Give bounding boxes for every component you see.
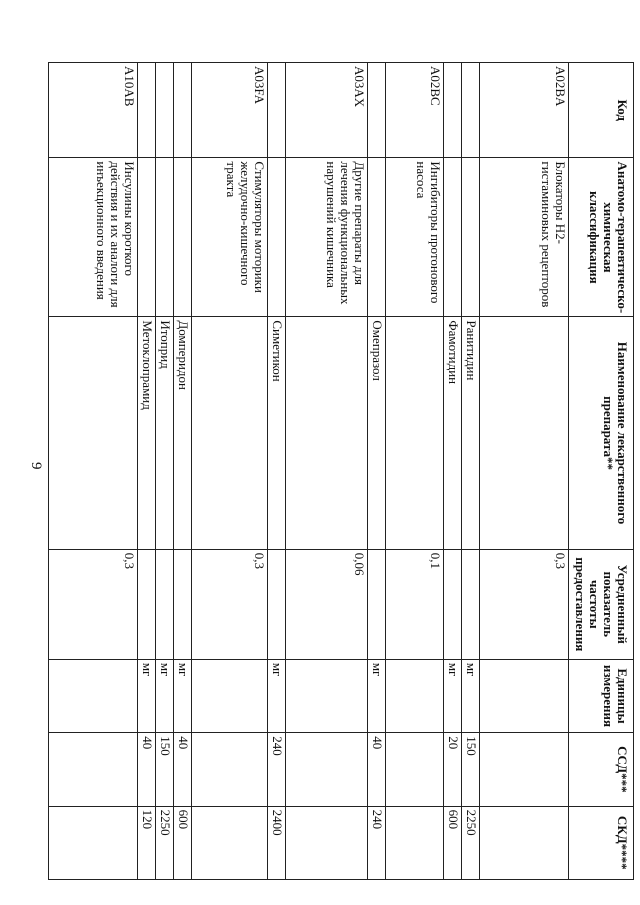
cell-ssd: 150 [156, 733, 174, 806]
cell-unit [192, 659, 268, 732]
cell-drug [386, 317, 444, 549]
cell-code [156, 63, 174, 158]
cell-freq: 0,3 [49, 549, 138, 659]
header-unit: Единицы измерения [569, 659, 634, 732]
header-ssd: ССД*** [569, 733, 634, 806]
cell-unit: мг [462, 659, 480, 732]
page-number: 9 [28, 462, 44, 470]
cell-drug: Ранитидин [462, 317, 480, 549]
cell-code [368, 63, 386, 158]
cell-ssd [480, 733, 569, 806]
cell-unit [386, 659, 444, 732]
cell-atc [156, 158, 174, 317]
cell-freq [174, 549, 192, 659]
cell-code: A03AX [286, 63, 368, 158]
cell-drug: Симетикон [268, 317, 286, 549]
table-row [444, 63, 462, 880]
cell-atc: Ингибиторы протонового насоса [386, 158, 444, 317]
cell-unit: мг [138, 659, 156, 732]
cell-skd [49, 806, 138, 879]
cell-freq [368, 549, 386, 659]
table-row [480, 63, 569, 880]
cell-unit [49, 659, 138, 732]
cell-skd: 600 [444, 806, 462, 879]
cell-unit: мг [368, 659, 386, 732]
cell-atc: Инсулины короткого действия и их аналоги для инъекционного введения [49, 158, 138, 317]
cell-drug [192, 317, 268, 549]
cell-ssd [286, 733, 368, 806]
cell-ssd [49, 733, 138, 806]
cell-unit [286, 659, 368, 732]
table-header-row [569, 63, 634, 880]
cell-unit: мг [174, 659, 192, 732]
cell-freq: 0,1 [386, 549, 444, 659]
table-row [156, 63, 174, 880]
table-row [462, 63, 480, 880]
cell-code: A03FA [192, 63, 268, 158]
cell-code [462, 63, 480, 158]
cell-unit: мг [444, 659, 462, 732]
cell-atc [462, 158, 480, 317]
cell-unit: мг [156, 659, 174, 732]
cell-skd [480, 806, 569, 879]
cell-ssd: 240 [268, 733, 286, 806]
table-row [368, 63, 386, 880]
cell-freq [156, 549, 174, 659]
cell-atc: Блокаторы H2-гистаминовых рецепторов [480, 158, 569, 317]
cell-ssd: 40 [174, 733, 192, 806]
cell-skd: 600 [174, 806, 192, 879]
cell-ssd: 40 [368, 733, 386, 806]
header-drug: Наименование лекарственного препарата** [569, 317, 634, 549]
cell-ssd: 150 [462, 733, 480, 806]
cell-code [174, 63, 192, 158]
cell-atc [138, 158, 156, 317]
cell-drug: Домперидон [174, 317, 192, 549]
cell-drug: Омепразол [368, 317, 386, 549]
table-row [286, 63, 368, 880]
cell-drug: Метоклопрамид [138, 317, 156, 549]
table-row [268, 63, 286, 880]
cell-freq [462, 549, 480, 659]
cell-atc: Другие препараты для лечения функциональных нарушений кишечника [286, 158, 368, 317]
table-row [386, 63, 444, 880]
table-row [138, 63, 156, 880]
cell-atc [368, 158, 386, 317]
cell-code [138, 63, 156, 158]
cell-drug: Итоприд [156, 317, 174, 549]
header-skd: СКД**** [569, 806, 634, 879]
cell-unit [480, 659, 569, 732]
cell-unit: мг [268, 659, 286, 732]
cell-freq: 0,3 [480, 549, 569, 659]
cell-drug [480, 317, 569, 549]
table-row [192, 63, 268, 880]
cell-atc [444, 158, 462, 317]
cell-skd: 2400 [268, 806, 286, 879]
cell-ssd [192, 733, 268, 806]
cell-skd: 2250 [156, 806, 174, 879]
cell-code: A10AB [49, 63, 138, 158]
header-freq: Усредненный показатель частоты предоставления [569, 549, 634, 659]
cell-skd [386, 806, 444, 879]
cell-drug: Фамотидин [444, 317, 462, 549]
cell-code [444, 63, 462, 158]
cell-freq: 0,06 [286, 549, 368, 659]
cell-atc [268, 158, 286, 317]
cell-ssd: 40 [138, 733, 156, 806]
cell-skd: 2250 [462, 806, 480, 879]
cell-ssd: 20 [444, 733, 462, 806]
cell-ssd [386, 733, 444, 806]
drug-table-sheet [94, 62, 634, 880]
cell-skd: 240 [368, 806, 386, 879]
cell-skd [192, 806, 268, 879]
cell-freq [268, 549, 286, 659]
cell-atc [174, 158, 192, 317]
cell-drug [286, 317, 368, 549]
cell-freq: 0,3 [192, 549, 268, 659]
cell-atc: Стимуляторы моторики желудочно-кишечного тракта [192, 158, 268, 317]
drug-table [48, 62, 634, 880]
header-atc: Анатомо-терапевтическо-химическая классификация [569, 158, 634, 317]
header-code: Код [569, 63, 634, 158]
cell-code [268, 63, 286, 158]
table-row [49, 63, 138, 880]
cell-code: A02BC [386, 63, 444, 158]
cell-freq [444, 549, 462, 659]
cell-skd: 120 [138, 806, 156, 879]
cell-skd [286, 806, 368, 879]
cell-drug [49, 317, 138, 549]
cell-code: A02BA [480, 63, 569, 158]
cell-freq [138, 549, 156, 659]
table-row [174, 63, 192, 880]
